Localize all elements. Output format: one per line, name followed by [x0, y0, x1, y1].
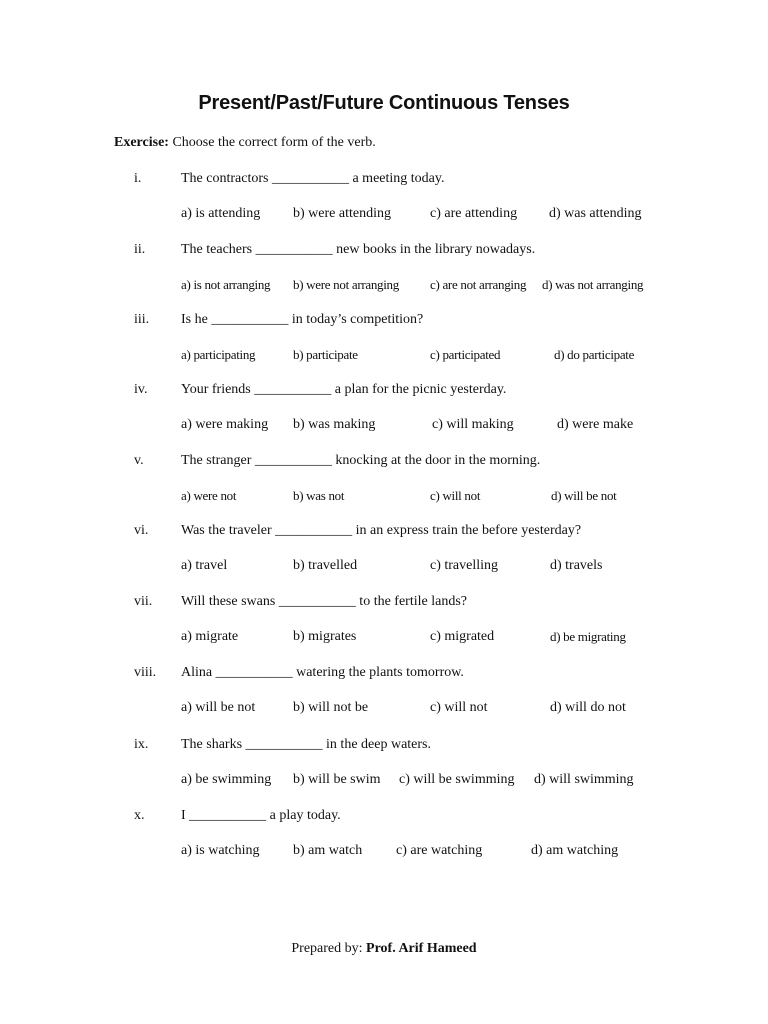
author-name: Prof. Arif Hameed [366, 941, 477, 956]
option-a: a) migrate [181, 629, 239, 644]
question-item [0, 523, 768, 583]
option-d: d) will swimming [534, 772, 634, 787]
option-a: a) will be not [181, 700, 256, 715]
question-item [0, 312, 768, 372]
option-c: c) are attending [430, 206, 518, 221]
option-a: a) is watching [181, 843, 260, 858]
option-a: a) were not [181, 488, 237, 503]
page-title: Present/Past/Future Continuous Tenses [198, 92, 570, 114]
question-item [0, 594, 768, 654]
option-d: d) be migrating [550, 629, 626, 644]
option-b: b) am watch [293, 843, 363, 858]
question-stem: The stranger ___________ knocking at the door in the morning. [181, 453, 541, 468]
exercise-text: Choose the correct form of the verb. [172, 135, 376, 150]
option-b: b) were attending [293, 206, 391, 221]
question-item [0, 808, 768, 868]
question-number: v. [134, 453, 144, 468]
question-number: vi. [134, 523, 149, 538]
question-number: x. [134, 808, 145, 823]
question-item [0, 453, 768, 513]
question-number: vii. [134, 594, 153, 609]
option-d: d) were make [557, 417, 634, 432]
option-c: c) participated [430, 347, 501, 362]
option-b: b) was not [293, 488, 345, 503]
question-stem: The teachers ___________ new books in the library nowadays. [181, 242, 536, 257]
question-stem: Alina ___________ watering the plants tomorrow. [181, 665, 464, 680]
question-number: iii. [134, 312, 150, 327]
option-c: c) will not [430, 700, 488, 715]
question-stem: Your friends ___________ a plan for the picnic yesterday. [181, 382, 507, 397]
option-d: d) am watching [531, 843, 619, 858]
option-c: c) are not arranging [430, 277, 527, 292]
option-b: b) migrates [293, 629, 357, 644]
question-stem: I ___________ a play today. [181, 808, 341, 823]
question-item [0, 382, 768, 442]
option-a: a) is not arranging [181, 277, 271, 292]
question-stem: Will these swans ___________ to the fertile lands? [181, 594, 467, 609]
option-a: a) is attending [181, 206, 261, 221]
option-b: b) will be swim [293, 772, 381, 787]
option-d: d) travels [550, 558, 603, 573]
option-b: b) participate [293, 347, 358, 362]
exercise-instruction [114, 135, 376, 151]
option-d: d) was not arranging [542, 277, 644, 292]
option-a: a) were making [181, 417, 269, 432]
option-c: c) will making [432, 417, 514, 432]
question-item [0, 665, 768, 725]
option-b: b) will not be [293, 700, 369, 715]
option-a: a) participating [181, 347, 256, 362]
question-number: i. [134, 171, 142, 186]
question-number: ii. [134, 242, 146, 257]
question-number: viii. [134, 665, 157, 680]
question-number: iv. [134, 382, 148, 397]
option-c: c) migrated [430, 629, 495, 644]
option-a: a) be swimming [181, 772, 272, 787]
question-stem: Is he ___________ in today’s competition? [181, 312, 424, 327]
option-c: c) will not [430, 488, 481, 503]
question-item [0, 171, 768, 231]
option-c: c) are watching [396, 843, 483, 858]
option-d: d) do participate [554, 347, 635, 362]
option-a: a) travel [181, 558, 228, 573]
question-stem: The sharks ___________ in the deep waters. [181, 737, 431, 752]
option-b: b) travelled [293, 558, 358, 573]
option-c: c) travelling [430, 558, 499, 573]
question-stem: The contractors ___________ a meeting today. [181, 171, 445, 186]
exercise-label: Exercise: [114, 135, 169, 150]
option-c: c) will be swimming [399, 772, 515, 787]
option-b: b) were not arranging [293, 277, 399, 292]
question-stem: Was the traveler ___________ in an express train the before yesterday? [181, 523, 582, 538]
option-d: d) will be not [551, 488, 617, 503]
option-b: b) was making [293, 417, 376, 432]
option-d: d) was attending [549, 206, 642, 221]
question-item [0, 737, 768, 797]
option-d: d) will do not [550, 700, 626, 715]
question-item [0, 242, 768, 302]
prepared-by-label: Prepared by: [291, 941, 363, 956]
footer [0, 941, 768, 957]
question-number: ix. [134, 737, 149, 752]
